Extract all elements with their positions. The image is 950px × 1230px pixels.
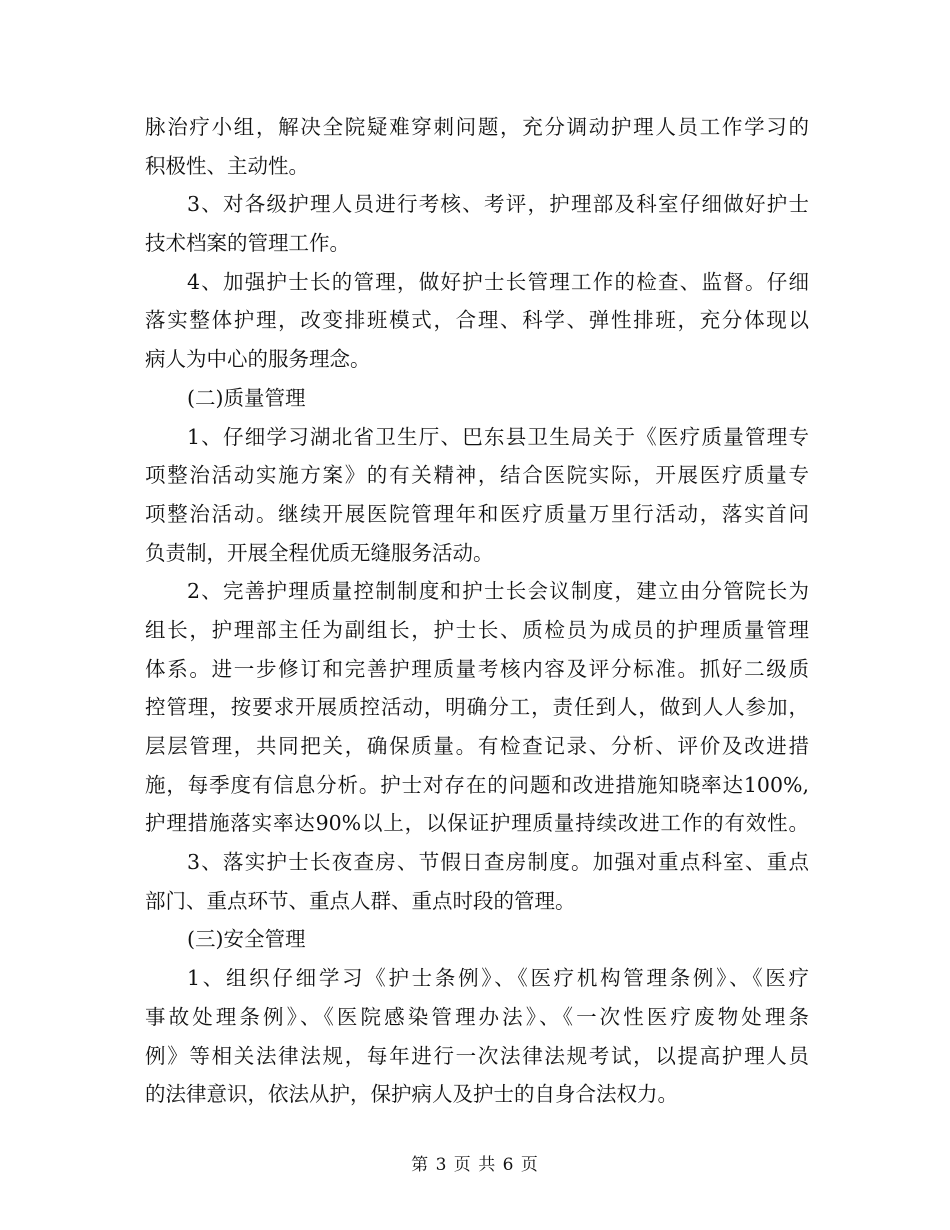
text-line: 2、完善护理质量控制制度和护士长会议制度，建立由分管院长为 — [187, 579, 809, 604]
text-line: 事故处理条例》、《医院感染管理办法》、《一次性医疗废物处理条 — [145, 1004, 809, 1029]
text-line: 项整治活动实施方案》的有关精神，结合医院实际，开展医疗质量专 — [145, 463, 809, 488]
page-footer: 第 3 页 共 6 页 — [411, 1155, 539, 1175]
text-line: 护理措施落实率达90%以上，以保证护理质量持续改进工作的有效性。 — [145, 811, 809, 836]
text-line: (二)质量管理 — [187, 385, 306, 410]
text-line: 负责制，开展全程优质无缝服务活动。 — [145, 540, 494, 565]
text-line: 3、对各级护理人员进行考核、考评，护理部及科室仔细做好护士 — [187, 192, 809, 217]
text-line: 的法律意识，依法从护，保护病人及护士的自身合法权力。 — [145, 1082, 678, 1107]
text-line: 1、组织仔细学习《护士条例》、《医疗机构管理条例》、《医疗 — [187, 966, 809, 991]
text-line: (三)安全管理 — [187, 927, 306, 952]
text-line: 技术档案的管理工作。 — [145, 231, 350, 256]
text-line: 落实整体护理，改变排班模式，合理、科学、弹性排班，充分体现以 — [145, 308, 809, 333]
text-line: 病人为中心的服务理念。 — [145, 347, 371, 372]
text-line: 例》等相关法律法规，每年进行一次法律法规考试，以提高护理人员 — [145, 1043, 809, 1068]
text-line: 积极性、主动性。 — [145, 153, 309, 178]
text-line: 脉治疗小组，解决全院疑难穿刺问题，充分调动护理人员工作学习的 — [145, 115, 809, 139]
text-line: 组长，护理部主任为副组长，护士长、质检员为成员的护理质量管理 — [145, 617, 809, 642]
text-line: 3、落实护士长夜查房、节假日查房制度。加强对重点科室、重点 — [187, 850, 809, 875]
text-line: 层层管理，共同把关，确保质量。有检查记录、分析、评价及改进措 — [145, 734, 809, 758]
text-line: 体系。进一步修订和完善护理质量考核内容及评分标准。抓好二级质 — [145, 656, 809, 681]
text-line: 1、仔细学习湖北省卫生厅、巴东县卫生局关于《医疗质量管理专 — [187, 424, 809, 449]
document-body — [145, 108, 809, 1114]
text-line: 4、加强护士长的管理，做好护士长管理工作的检查、监督。仔细 — [187, 269, 809, 294]
text-line: 部门、重点环节、重点人群、重点时段的管理。 — [145, 888, 576, 913]
text-line: 控管理，按要求开展质控活动，明确分工，责任到人，做到人人参加， — [145, 695, 809, 720]
text-line: 施，每季度有信息分析。护士对存在的问题和改进措施知晓率达100%, — [145, 772, 809, 797]
text-line: 项整治活动。继续开展医院管理年和医疗质量万里行活动，落实首问 — [145, 501, 809, 526]
